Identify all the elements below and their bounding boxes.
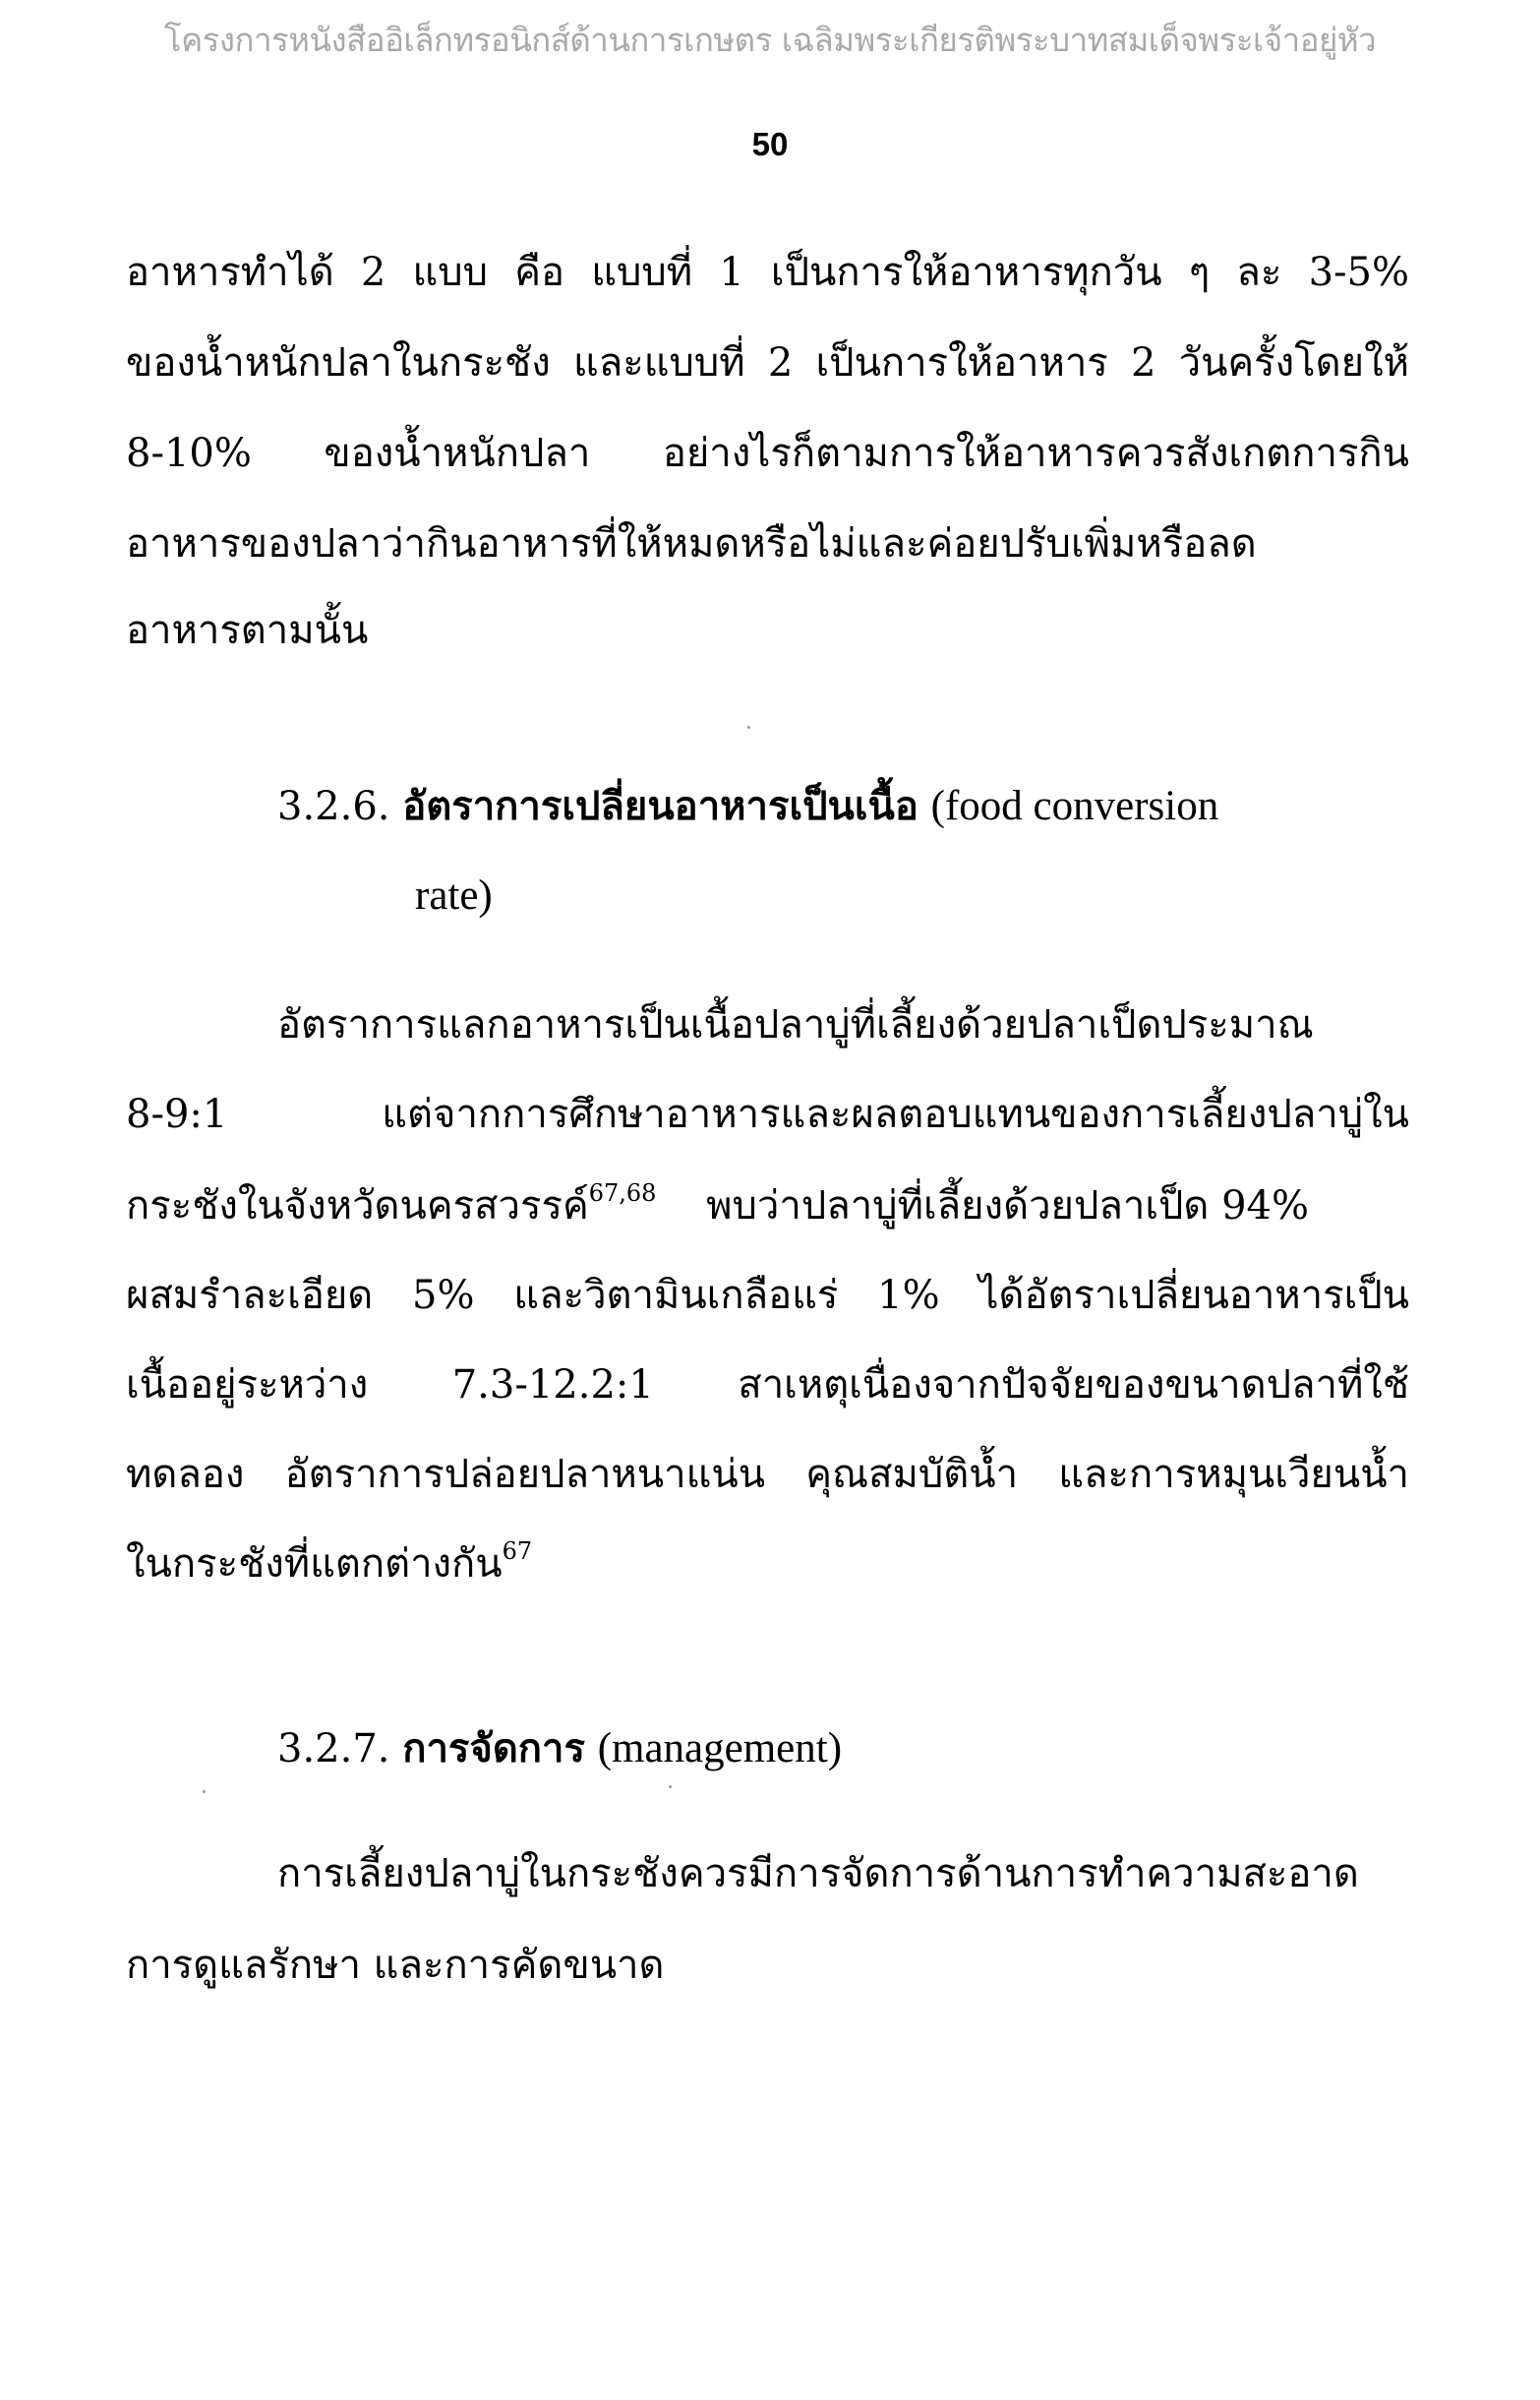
section-heading-327 (277, 1727, 842, 1770)
reference-superscript: 67,68 (588, 1179, 657, 1207)
paragraph2-line (126, 1179, 1309, 1229)
scan-speck (669, 1785, 672, 1788)
paragraph3-line: การเลี้ยงปลาบู่ในกระชังควรมีการจัดการด้านการทำความสะอาด (277, 1851, 1359, 1896)
scan-speck (203, 1790, 206, 1793)
page-number: 50 (751, 126, 789, 162)
scan-speck (747, 726, 750, 729)
page-header: โครงการหนังสืออิเล็กทรอนิกส์ด้านการเกษตร เฉลิมพระเกียรติพระบาทสมเด็จพระเจ้าอยู่หัว (163, 21, 1377, 59)
section-number: 3.2.7. (277, 1726, 390, 1771)
paragraph1-line: 8-10% ของน้ำหนักปลา อย่างไรก็ตามการให้อาหารควรสังเกตการกิน (126, 431, 1409, 476)
reference-superscript: 67 (502, 1537, 533, 1565)
section-title-thai: การจัดการ (402, 1725, 585, 1771)
paragraph2-line (126, 1537, 533, 1587)
paragraph2-text: กระชังในจังหวัดนครสวรรค์ (126, 1183, 589, 1229)
section-title-thai: อัตราการเปลี่ยนอาหารเป็นเนื้อ (402, 783, 918, 829)
paragraph2-text: พบว่าปลาบู่ที่เลี้ยงด้วยปลาเป็ด 94% (693, 1183, 1309, 1229)
section-title-english: (management) (597, 1725, 843, 1771)
paragraph1-line: อาหารทำได้ 2 แบบ คือ แบบที่ 1 เป็นการให้อาหารทุกวัน ๆ ละ 3-5% (126, 250, 1409, 295)
section-title-english-continued: rate) (415, 872, 493, 919)
section-heading-326 (277, 785, 1218, 827)
paragraph2-line: ผสมรำละเอียด 5% และวิตามินเกลือแร่ 1% ได้อัตราเปลี่ยนอาหารเป็น (126, 1273, 1409, 1318)
paragraph3-line: การดูแลรักษา และการคัดขนาด (126, 1943, 665, 1988)
paragraph1-line: อาหารตามนั้น (126, 608, 369, 653)
section-title-english: (food conversion (930, 783, 1219, 829)
paragraph1-line: ของน้ำหนักปลาในกระชัง และแบบที่ 2 เป็นการให้อาหาร 2 วันครั้งโดยให้ (126, 340, 1409, 386)
paragraph2-line: 8-9:1 แต่จากการศึกษาอาหารและผลตอบแทนของการเลี้ยงปลาบู่ใน (126, 1092, 1409, 1137)
paragraph1-line: อาหารของปลาว่ากินอาหารที่ให้หมดหรือไม่และค่อยปรับเพิ่มหรือลด (126, 521, 1257, 567)
section-heading-326-continuation (415, 874, 493, 917)
paragraph2-line: ทดลอง อัตราการปล่อยปลาหนาแน่น คุณสมบัติน้ำ และการหมุนเวียนน้ำ (126, 1452, 1409, 1497)
paragraph2-line: อัตราการแลกอาหารเป็นเนื้อปลาบู่ที่เลี้ยงด้วยปลาเป็ดประมาณ (277, 1002, 1314, 1048)
section-number: 3.2.6. (277, 784, 390, 829)
paragraph2-text: ในกระชังที่แตกต่างกัน (126, 1541, 503, 1587)
paragraph2-line: เนื้ออยู่ระหว่าง 7.3-12.2:1 สาเหตุเนื่องจากปัจจัยของขนาดปลาที่ใช้ (126, 1362, 1409, 1408)
